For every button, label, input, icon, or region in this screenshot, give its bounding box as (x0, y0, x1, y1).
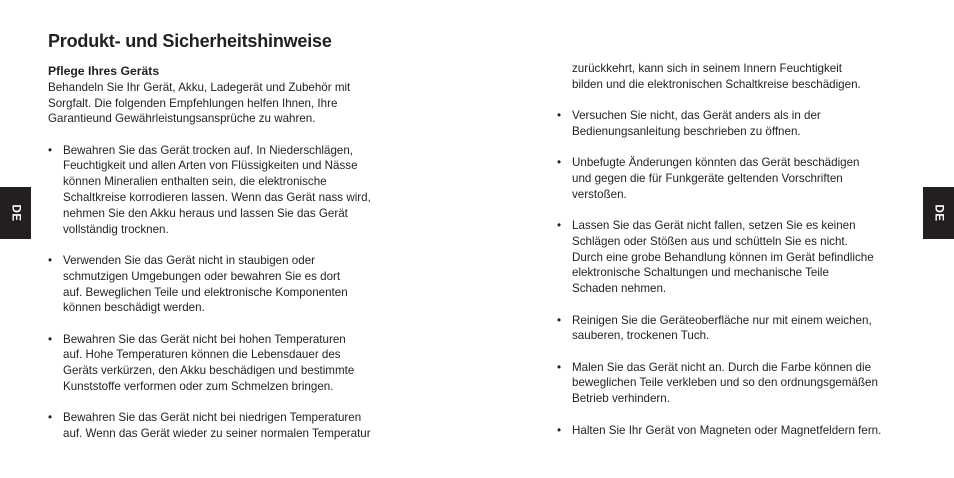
intro-line: Behandeln Sie Ihr Gerät, Akku, Ladegerät und Zubehör mit (48, 80, 351, 94)
bullet-line: Kunststoffe verformen oder zum Schmelzen bringen. (63, 380, 334, 394)
bullet-line: Feuchtigkeit und allen Arten von Flüssigkeiten und Nässe (63, 159, 358, 173)
bullet-line: Betrieb verhindern. (572, 392, 670, 406)
bullet-line: schmutzigen Umgebungen oder bewahren Sie es dort (63, 269, 341, 283)
bullet-text (63, 253, 408, 316)
bullet-item (48, 253, 408, 316)
bullet-item (557, 218, 917, 297)
bullet-line: Lassen Sie das Gerät nicht fallen, setzen Sie es keinen (572, 219, 856, 233)
bullet-text (572, 155, 917, 202)
bullet-line: Geräts verkürzen, den Akku beschädigen und bestimmte (63, 364, 355, 378)
bullet-line: Verwenden Sie das Gerät nicht in staubigen oder (63, 253, 316, 267)
left-column (48, 64, 408, 442)
bullet-item (557, 155, 917, 202)
bullet-item (48, 143, 408, 238)
bullet-line: Bewahren Sie das Gerät nicht bei niedrigen Temperaturen (63, 411, 362, 425)
bullet-text (572, 360, 917, 407)
bullet-line: Unbefugte Änderungen könnten das Gerät beschädigen (572, 156, 860, 170)
bullet-icon: • (557, 156, 562, 170)
bullet-line: elektronische Schaltungen und mechanische Teile (572, 266, 829, 280)
bullet-item (557, 360, 917, 407)
bullet-text (572, 218, 917, 297)
continued-bullet-text (557, 61, 917, 93)
bullet-line: Schlägen oder Stößen aus und schütteln Sie es nicht. (572, 234, 848, 248)
bullet-line: auf. Wenn das Gerät wieder zu seiner normalen Temperatur (63, 427, 371, 441)
bullet-text (572, 313, 917, 345)
bullet-text (63, 410, 408, 442)
bullet-item (557, 108, 917, 140)
bullet-text (63, 332, 408, 395)
bullet-line: nehmen Sie den Akku heraus und lassen Sie das Gerät (63, 206, 348, 220)
care-bullet-list (557, 108, 917, 438)
bullet-line: können beschädigt werden. (63, 301, 205, 315)
section-heading: Pflege Ihres Geräts (48, 64, 160, 78)
bullet-item (48, 410, 408, 442)
bullet-line: bilden und die elektronischen Schaltkreise beschädigen. (572, 77, 861, 91)
bullet-line: Bewahren Sie das Gerät nicht bei hohen Temperaturen (63, 332, 346, 346)
bullet-line: Schaltkreise korrodieren lassen. Wenn das Gerät nass wird, (63, 191, 371, 205)
bullet-line: zurückkehrt, kann sich in seinem Innern Feuchtigkeit (572, 62, 843, 75)
bullet-line: Bewahren Sie das Gerät trocken auf. In Niederschlägen, (63, 143, 354, 157)
language-tab-left (0, 187, 31, 239)
bullet-text (572, 108, 917, 140)
bullet-icon: • (557, 360, 562, 374)
bullet-icon: • (557, 313, 562, 327)
bullet-line: Halten Sie Ihr Gerät von Magneten oder Magnetfeldern fern. (572, 423, 882, 437)
bullet-text (572, 423, 917, 439)
bullet-line: auf. Beweglichen Teile und elektronische Komponenten (63, 285, 348, 299)
bullet-line: beweglichen Teile verkleben und so den ordnungsgemäßen (572, 376, 878, 390)
intro-paragraph (48, 80, 408, 127)
bullet-text (63, 143, 408, 238)
bullet-icon: • (48, 143, 53, 157)
bullet-icon: • (48, 332, 53, 346)
bullet-line: Schaden nehmen. (572, 282, 667, 296)
bullet-line: vollständig trocknen. (63, 222, 169, 236)
bullet-line: Bedienungsanleitung beschrieben zu öffnen. (572, 124, 801, 138)
language-tab-label: DE (932, 204, 945, 222)
bullet-icon: • (557, 423, 562, 437)
language-tab-right (923, 187, 954, 239)
intro-line: Sorgfalt. Die folgenden Empfehlungen helfen Ihnen, Ihre (48, 96, 338, 110)
bullet-line: Versuchen Sie nicht, das Gerät anders als in der (572, 109, 821, 123)
bullet-icon: • (557, 219, 562, 233)
page-title: Produkt- und Sicherheitshinweise (48, 31, 332, 51)
bullet-line: Reinigen Sie die Geräteoberfläche nur mit einem weichen, (572, 313, 872, 327)
care-bullet-list (48, 143, 408, 442)
language-tab-label: DE (9, 204, 22, 222)
bullet-item (48, 332, 408, 395)
bullet-line: Durch eine grobe Behandlung können im Gerät befindliche (572, 250, 874, 264)
bullet-item (557, 313, 917, 345)
bullet-item (557, 423, 917, 439)
bullet-line: sauberen, trockenen Tuch. (572, 329, 710, 343)
bullet-line: und gegen die für Funkgeräte geltenden Vorschriften (572, 171, 843, 185)
bullet-line: auf. Hohe Temperaturen können die Lebensdauer des (63, 348, 341, 362)
bullet-line: verstoßen. (572, 187, 627, 201)
bullet-icon: • (48, 253, 53, 267)
bullet-line: können Mineralien enthalten sein, die elektronische (63, 175, 327, 189)
bullet-line: Malen Sie das Gerät nicht an. Durch die Farbe können die (572, 360, 872, 374)
right-column (557, 61, 917, 438)
bullet-icon: • (557, 109, 562, 123)
bullet-icon: • (48, 411, 53, 425)
intro-line: Garantieund Gewährleistungsansprüche zu wahren. (48, 112, 316, 126)
